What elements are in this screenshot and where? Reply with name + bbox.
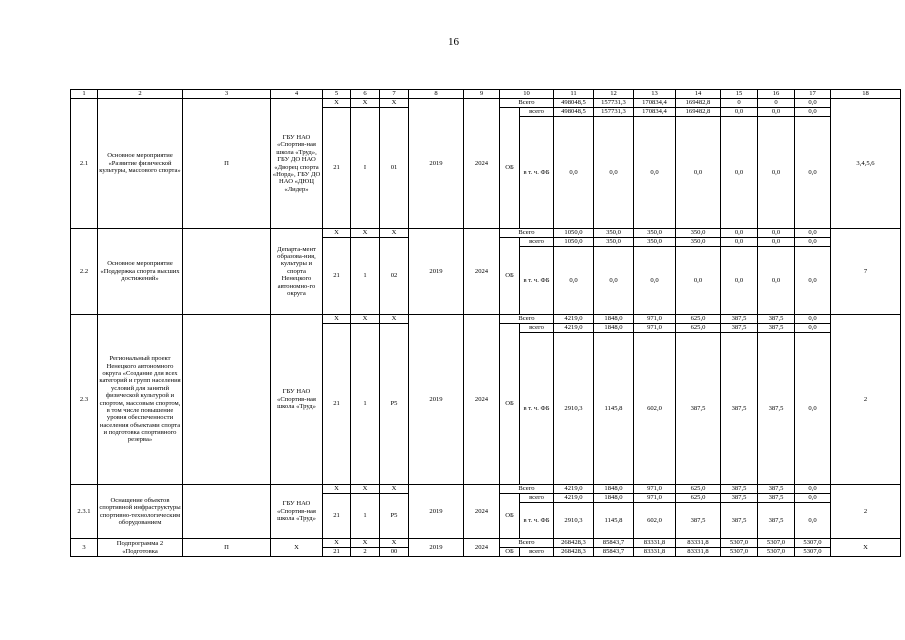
x-mark: X [380, 229, 409, 238]
x-mark: X [323, 99, 351, 108]
value-cell: 0,0 [676, 247, 721, 315]
col-header: 3 [183, 90, 271, 99]
value-cell: 169482,8 [676, 108, 721, 117]
total-label: Всего [500, 485, 554, 494]
source-ob: ОБ [500, 108, 520, 229]
executor-cell: Х [271, 539, 323, 557]
value-cell: 83331,8 [634, 539, 676, 548]
sub-label: всего [520, 108, 554, 117]
x-mark: X [351, 485, 380, 494]
value-cell: 4219,0 [554, 485, 594, 494]
value-cell: 0,0 [795, 315, 831, 324]
value-cell: 387,5 [758, 494, 795, 503]
value-cell: 602,0 [634, 503, 676, 539]
value-cell: 0,0 [758, 108, 795, 117]
code-cell: 21 [323, 324, 351, 485]
value-cell: 5307,0 [795, 548, 831, 557]
value-cell: 971,0 [634, 494, 676, 503]
source-ob: ОБ [500, 238, 520, 315]
executor-cell: ГБУ НАО «Спортив-ная школа «Труд» [271, 315, 323, 485]
page-number: 16 [448, 36, 459, 48]
year-end: 2024 [464, 99, 500, 229]
x-mark: X [323, 485, 351, 494]
value-cell: 0,0 [721, 229, 758, 238]
measure-name: Основное мероприятие «Развитие физической культуры, массового спорта» [98, 99, 183, 229]
measure-name: Оснащение объектов спортивной инфраструктуры спортивно-технологическим оборудованием [98, 485, 183, 539]
indicator-ref: Х [831, 539, 901, 557]
col-header: 15 [721, 90, 758, 99]
value-cell: 85843,7 [594, 539, 634, 548]
value-cell: 1848,0 [594, 324, 634, 333]
value-cell: 387,5 [758, 333, 795, 485]
year-start: 2019 [409, 539, 464, 557]
value-cell: 625,0 [676, 485, 721, 494]
value-cell: 0,0 [795, 333, 831, 485]
row-number: 2.2 [71, 229, 98, 315]
indicator-ref: 3,4,5,6 [831, 99, 901, 229]
value-cell: 0,0 [795, 117, 831, 229]
value-cell: 0,0 [721, 247, 758, 315]
value-cell: 625,0 [676, 324, 721, 333]
value-cell: 0,0 [795, 229, 831, 238]
code-cell: 02 [380, 238, 409, 315]
value-cell: 2910,3 [554, 333, 594, 485]
value-cell: 0,0 [721, 108, 758, 117]
value-cell: 0,0 [594, 247, 634, 315]
fb-label: в т. ч. ФБ [520, 247, 554, 315]
code-cell: 00 [380, 548, 409, 557]
indicator-ref: 7 [831, 229, 901, 315]
col-header: 18 [831, 90, 901, 99]
total-label: Всего [500, 315, 554, 324]
value-cell: 498048,5 [554, 99, 594, 108]
fb-label: в т. ч. ФБ [520, 503, 554, 539]
value-cell: 350,0 [634, 238, 676, 247]
col-header: 17 [795, 90, 831, 99]
col-header: 13 [634, 90, 676, 99]
year-end: 2024 [464, 315, 500, 485]
row-number: 2.3 [71, 315, 98, 485]
value-cell: 0,0 [795, 99, 831, 108]
value-cell: 350,0 [594, 238, 634, 247]
value-cell: 0,0 [554, 247, 594, 315]
sub-label: всего [520, 548, 554, 557]
value-cell: 0,0 [795, 247, 831, 315]
code-cell: 21 [323, 238, 351, 315]
value-cell: 169482,8 [676, 99, 721, 108]
value-cell: 387,5 [721, 494, 758, 503]
x-mark: X [351, 315, 380, 324]
col-header: 1 [71, 90, 98, 99]
value-cell: 387,5 [721, 503, 758, 539]
value-cell: 350,0 [634, 229, 676, 238]
value-cell: 387,5 [758, 315, 795, 324]
col-header: 8 [409, 90, 464, 99]
col-header: 5 [323, 90, 351, 99]
value-cell: 387,5 [721, 333, 758, 485]
year-start: 2019 [409, 315, 464, 485]
budget-table [70, 89, 901, 557]
code-cell: 21 [323, 494, 351, 539]
x-mark: X [380, 315, 409, 324]
x-mark: X [323, 315, 351, 324]
col-header: 11 [554, 90, 594, 99]
value-cell: 350,0 [676, 229, 721, 238]
value-cell: 498048,5 [554, 108, 594, 117]
value-cell: 4219,0 [554, 324, 594, 333]
value-cell: 387,5 [676, 503, 721, 539]
value-cell: 625,0 [676, 494, 721, 503]
value-cell: 83331,8 [634, 548, 676, 557]
value-cell: 1848,0 [594, 315, 634, 324]
fb-label: в т. ч. ФБ [520, 333, 554, 485]
indicator-ref: 2 [831, 485, 901, 539]
code-cell: 01 [380, 108, 409, 229]
executor-cell: ГБУ НАО «Спортив-ная школа «Труд», ГБУ ДО НАО «Дворец спорта «Норд», ГБУ ДО НАО «ДЮЦ «Лидер» [271, 99, 323, 229]
value-cell: 5307,0 [795, 539, 831, 548]
table-row [71, 229, 901, 238]
value-cell: 0,0 [795, 494, 831, 503]
measure-name: Основное мероприятие «Поддержка спорта высших достижений» [98, 229, 183, 315]
value-cell: 0,0 [795, 503, 831, 539]
code-cell: P5 [380, 324, 409, 485]
value-cell: 0,0 [758, 117, 795, 229]
value-cell: 4219,0 [554, 494, 594, 503]
sub-label: всего [520, 494, 554, 503]
sub-label: всего [520, 324, 554, 333]
x-mark: X [380, 485, 409, 494]
source-ob: ОБ [500, 324, 520, 485]
value-cell: 0,0 [758, 229, 795, 238]
col-header: 14 [676, 90, 721, 99]
code-cell: I [351, 108, 380, 229]
col-header: 9 [464, 90, 500, 99]
value-cell: 5307,0 [721, 539, 758, 548]
sub-label: всего [520, 238, 554, 247]
col-header: 12 [594, 90, 634, 99]
value-cell: 85843,7 [594, 548, 634, 557]
value-cell: 625,0 [676, 315, 721, 324]
value-cell: 387,5 [758, 324, 795, 333]
value-cell: 387,5 [676, 333, 721, 485]
value-cell: 387,5 [721, 324, 758, 333]
x-mark: X [323, 539, 351, 548]
x-mark: X [323, 229, 351, 238]
value-cell: 1848,0 [594, 485, 634, 494]
row-number: 2.3.1 [71, 485, 98, 539]
code-cell: 1 [351, 494, 380, 539]
table-row [71, 99, 901, 108]
status-cell: П [183, 539, 271, 557]
value-cell: 0 [721, 99, 758, 108]
col-header: 7 [380, 90, 409, 99]
indicator-ref: 2 [831, 315, 901, 485]
value-cell: 602,0 [634, 333, 676, 485]
year-start: 2019 [409, 485, 464, 539]
status-cell [183, 229, 271, 315]
status-cell [183, 485, 271, 539]
table-row [71, 485, 901, 494]
value-cell: 350,0 [676, 238, 721, 247]
x-mark: X [351, 99, 380, 108]
col-header: 4 [271, 90, 323, 99]
value-cell: 387,5 [758, 503, 795, 539]
value-cell: 5307,0 [721, 548, 758, 557]
value-cell: 1145,8 [594, 333, 634, 485]
total-label: Всего [500, 539, 554, 548]
year-start: 2019 [409, 99, 464, 229]
value-cell: 350,0 [594, 229, 634, 238]
value-cell: 971,0 [634, 315, 676, 324]
value-cell: 0,0 [795, 108, 831, 117]
value-cell: 0,0 [758, 238, 795, 247]
value-cell: 83331,8 [676, 539, 721, 548]
value-cell: 0,0 [594, 117, 634, 229]
row-number: 2.1 [71, 99, 98, 229]
fb-label: в т. ч. ФБ [520, 117, 554, 229]
year-start: 2019 [409, 229, 464, 315]
col-header: 2 [98, 90, 183, 99]
x-mark: X [351, 539, 380, 548]
value-cell: 5307,0 [758, 548, 795, 557]
x-mark: X [351, 229, 380, 238]
value-cell: 0,0 [721, 238, 758, 247]
measure-name: Подпрограмма 2 «Подготовка [98, 539, 183, 557]
value-cell: 0,0 [795, 238, 831, 247]
year-end: 2024 [464, 539, 500, 557]
status-cell: П [183, 99, 271, 229]
value-cell: 5307,0 [758, 539, 795, 548]
code-cell: 2 [351, 548, 380, 557]
value-cell: 268428,3 [554, 548, 594, 557]
measure-name: Региональный проект Ненецкого автономного округа «Создание для всех категорий и групп населения условий для занятий физической культурой и спортом, массовым спортом, в том числе повышение уровня обеспеченности населения объектами спорта и подготовка спортивного резерва» [98, 315, 183, 485]
code-cell: P5 [380, 494, 409, 539]
code-cell: 1 [351, 324, 380, 485]
value-cell: 1050,0 [554, 229, 594, 238]
value-cell: 0,0 [554, 117, 594, 229]
value-cell: 971,0 [634, 324, 676, 333]
code-cell: 21 [323, 108, 351, 229]
value-cell: 1145,8 [594, 503, 634, 539]
value-cell: 387,5 [758, 485, 795, 494]
col-header: 16 [758, 90, 795, 99]
row-number: 3 [71, 539, 98, 557]
value-cell: 157731,3 [594, 108, 634, 117]
executor-cell: Департа-мент образова-ния, культуры и спорта Ненецкого автономно-го округа [271, 229, 323, 315]
value-cell: 83331,8 [676, 548, 721, 557]
value-cell: 0,0 [795, 324, 831, 333]
source-ob: ОБ [500, 494, 520, 539]
code-cell: 1 [351, 238, 380, 315]
table-row [71, 315, 901, 324]
value-cell: 4219,0 [554, 315, 594, 324]
value-cell: 1848,0 [594, 494, 634, 503]
value-cell: 170834,4 [634, 108, 676, 117]
col-header: 10 [500, 90, 554, 99]
value-cell: 0,0 [634, 117, 676, 229]
total-label: Всего [500, 99, 554, 108]
value-cell: 170834,4 [634, 99, 676, 108]
value-cell: 387,5 [721, 315, 758, 324]
value-cell: 0,0 [721, 117, 758, 229]
value-cell: 2910,3 [554, 503, 594, 539]
value-cell: 0,0 [634, 247, 676, 315]
value-cell: 268428,3 [554, 539, 594, 548]
year-end: 2024 [464, 485, 500, 539]
source-ob: ОБ [500, 548, 520, 557]
executor-cell: ГБУ НАО «Спортив-ная школа «Труд» [271, 485, 323, 539]
total-label: Всего [500, 229, 554, 238]
value-cell: 1050,0 [554, 238, 594, 247]
value-cell: 971,0 [634, 485, 676, 494]
x-mark: X [380, 99, 409, 108]
col-header: 6 [351, 90, 380, 99]
table-row [71, 539, 901, 548]
value-cell: 157731,3 [594, 99, 634, 108]
status-cell [183, 315, 271, 485]
value-cell: 0,0 [758, 247, 795, 315]
x-mark: X [380, 539, 409, 548]
header-row [71, 90, 901, 99]
value-cell: 0 [758, 99, 795, 108]
value-cell: 0,0 [795, 485, 831, 494]
year-end: 2024 [464, 229, 500, 315]
value-cell: 387,5 [721, 485, 758, 494]
value-cell: 0,0 [676, 117, 721, 229]
code-cell: 21 [323, 548, 351, 557]
